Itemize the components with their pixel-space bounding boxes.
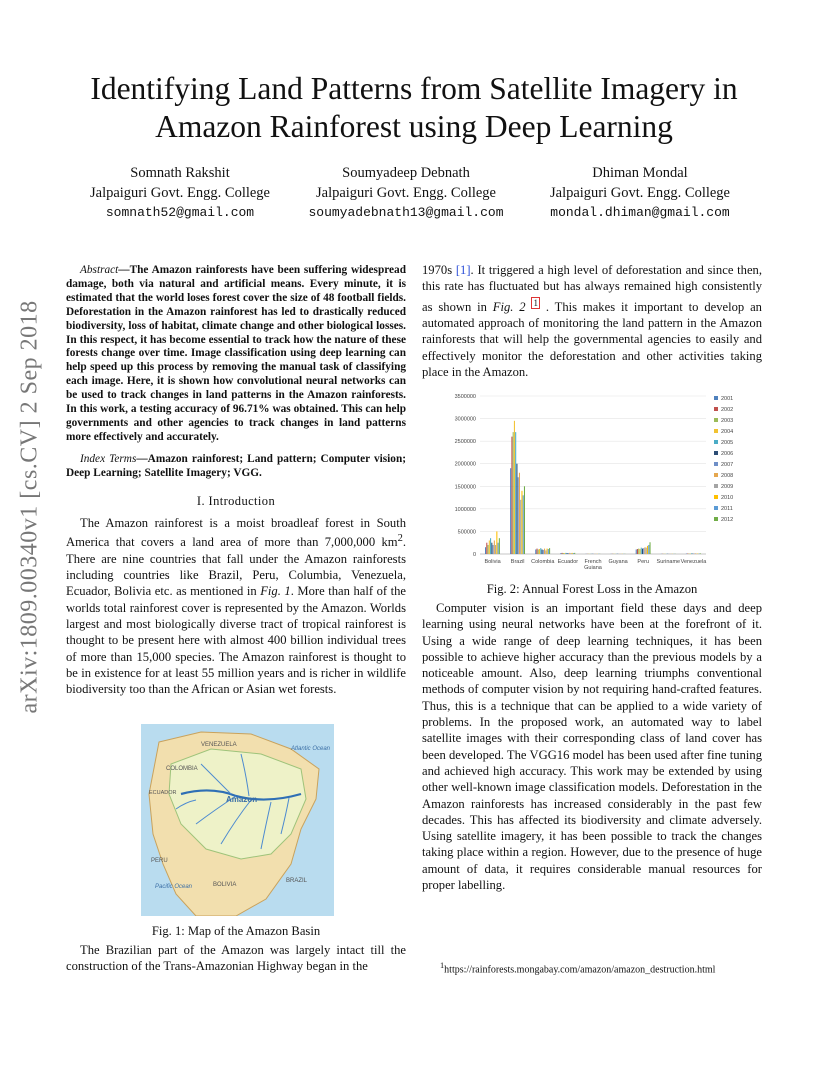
author-name: Somnath Rakshit [130, 165, 230, 181]
y-tick-label: 3500000 [454, 394, 476, 400]
x-tick-label: Suriname [656, 559, 681, 565]
bar [535, 549, 536, 554]
author-affiliation: Jalpaiguri Govt. Engg. College [89, 185, 270, 201]
label-pacific-ocean: Pacific Ocean [155, 884, 193, 890]
citation-link[interactable]: [1] [455, 263, 471, 277]
bar [542, 549, 543, 554]
bar [650, 542, 651, 554]
bar [498, 543, 499, 554]
legend-swatch [714, 495, 718, 499]
paper-title [40, 70, 788, 146]
legend-swatch [714, 484, 718, 488]
body-text: 1970s [422, 263, 456, 277]
bar [544, 549, 545, 554]
bar [691, 553, 692, 554]
bar [642, 549, 643, 554]
label-amazon: Amazon [226, 795, 258, 804]
author-email[interactable]: soumyadebnath13@gmail.com [308, 205, 504, 220]
legend-swatch [714, 396, 718, 400]
body-text: . It triggered a high level of deforestation and since then, this rate has fluctuated but has always remained high consistently as shown in [422, 263, 762, 314]
x-tick-label: Guyana [608, 559, 628, 565]
x-tick-label: Peru [637, 559, 650, 565]
legend-label: 2005 [721, 440, 734, 446]
footnote [440, 961, 800, 975]
legend-label: 2004 [721, 429, 734, 435]
intro-text: . There are nine countries that fall under the Amazon rainforests including countries like Brazil, Peru, Columbia, Venezuela, Ecuador, Bolivia etc. as mentioned in [66, 535, 406, 599]
author-name: Soumyadeep Debnath [342, 165, 470, 181]
bar [490, 538, 491, 554]
x-tick-label: Ecuador [557, 559, 579, 565]
bar [539, 549, 540, 554]
body-text: Computer vision is an important field these days and deep learning using neural networks have been at the forefront of it. Using a wide range of deep learning techniques, it has been possible to achieve higher accuracy than the previous models by a noticeable amount. Also, deep learning triumphs conventional methods of computer vision by not requiring hand-crafted features. Thus, this is a technique that can be applied to a wide variety of problems. In the proposed work, an automated way to label satellite images with their corresponding class of land cover has been developed. The VGG16 model has been used after fine tuning and achieved high accuracy. This work may be extended by using other well-known image classification models. Deforestation in the Amazon rainforests has increased considerably in the past few decades. This has affected its biodiversity and climate adversely. Using satellite imagery, it has been possible to track the changes taking place within a region. However, due to the presence of huge amount of data, it requires considerable manual resources for proper labelling. [422, 601, 762, 893]
x-tick-label: Venezuela [680, 559, 707, 565]
bar [520, 500, 521, 554]
bar [648, 545, 649, 554]
bar [687, 553, 688, 554]
bar [568, 553, 569, 554]
legend-swatch [714, 440, 718, 444]
body-text: . This makes it important to develop an automated approach of monitoring the land pattern in the Amazon rainforests that will help the governmental agencies to easily and effectively monitor the deforestation and other activities taking place in the Amazon. [422, 299, 762, 379]
bar [511, 437, 512, 554]
author-3 [520, 163, 760, 223]
bar [641, 548, 642, 554]
abstract-text: —The Amazon rainforests have been suffering widespread damage, both via natural and artificial means. Every minute, it is estimated that the world loses forest cover the size of 48 football fields. Deforestation in the Amazon rainforest has led to drastically reduced biodiversity, loss of habitat, climate change and other biological losses. In this respect, it has become essential to track how the nature of these forests change over time. Image classification using deep learning can help speed up this process by removing the manual task of classifying each image. Here, it is shown how convolutional neural networks can be used to track changes in land patterns in the Amazon rainforests. In this work, a testing accuracy of 96.71% was obtained. This can help governments and other agencies to track changes in land patterns more effectively and accurately. [66, 264, 406, 443]
legend-label: 2011 [721, 506, 733, 512]
bar [543, 550, 544, 554]
legend-swatch [714, 517, 718, 521]
index-terms-label: Index Terms [80, 453, 137, 465]
bar [537, 549, 538, 554]
bar [518, 477, 519, 554]
legend-swatch [714, 418, 718, 422]
bar [567, 553, 568, 554]
legend-label: 2001 [721, 396, 734, 402]
x-tick-label: Guiana [584, 565, 602, 570]
y-tick-label: 500000 [457, 529, 476, 536]
intro-text: . More than half of the worlds total rainforest cover is represented by the Amazon. Worlds largest and most biologically diverse tract of tropical rainforest is thought to be present here with almost 400 billion individual trees of more than 15,000 species. The Amazon rainforest is thought to be in existence for at least 55 million years and is richer in wildlife biodiversity too than the African or Asian wet forests. [66, 584, 406, 697]
arxiv-identifier: arXiv:1809.00340v1 [cs.CV] 2 Sep 2018 [16, 300, 43, 714]
chart-legend [714, 396, 733, 523]
bar [514, 421, 515, 554]
bar [549, 548, 550, 554]
section-heading-introduction: I. Introduction [196, 494, 276, 508]
title-line-1: Identifying Land Patterns from Satellite Imagery in [90, 71, 738, 106]
author-email[interactable]: mondal.dhiman@gmail.com [550, 205, 730, 220]
label-peru: PERU [151, 858, 168, 864]
superscript: 2 [397, 533, 403, 545]
x-tick-label: Bolivia [484, 559, 501, 565]
figure-1-caption: Fig. 1: Map of the Amazon Basin [151, 924, 321, 938]
bar [545, 550, 546, 554]
x-tick-label: Brazil [510, 559, 525, 565]
bar [637, 549, 638, 554]
bar [515, 432, 516, 554]
bar [485, 547, 486, 554]
abstract [66, 264, 406, 445]
bar [563, 553, 564, 554]
bar [513, 432, 514, 554]
legend-swatch [714, 451, 718, 455]
y-tick-label: 0 [472, 552, 476, 558]
bar [548, 549, 549, 554]
bar [700, 553, 701, 554]
bar [491, 543, 492, 554]
label-brazil: BRAZIL [286, 878, 308, 884]
bar [639, 549, 640, 554]
legend-label: 2012 [721, 517, 734, 523]
bar [574, 553, 575, 554]
bar [697, 553, 698, 554]
legend-label: 2007 [721, 462, 734, 468]
label-ecuador: ECUADOR [149, 790, 177, 796]
intro-text: The Brazilian part of the Amazon was largely intact till the construction of the Trans-Amazonian Highway began in the [66, 943, 406, 974]
y-tick-label: 1000000 [454, 506, 476, 513]
legend-label: 2002 [721, 407, 734, 413]
legend-label: 2003 [721, 418, 734, 424]
legend-swatch [714, 429, 718, 433]
legend-label: 2010 [721, 495, 734, 501]
bar [496, 531, 497, 554]
author-2 [286, 163, 526, 223]
label-bolivia: BOLIVIA [213, 882, 237, 888]
bar [644, 547, 645, 554]
label-colombia: COLOMBIA [166, 766, 198, 772]
bar [488, 545, 489, 554]
bar [486, 543, 487, 554]
column-2-paragraph-2 [422, 600, 762, 893]
bar [540, 548, 541, 554]
bar [516, 464, 517, 554]
intro-paragraph-1 [66, 515, 406, 697]
legend-label: 2008 [721, 473, 734, 479]
amazon-basin-map [141, 724, 334, 916]
legend-swatch [714, 473, 718, 477]
author-affiliation: Jalpaiguri Govt. Engg. College [315, 185, 496, 201]
y-tick-label: 2000000 [454, 461, 476, 468]
bar [572, 553, 573, 554]
footnote-mark: 1 [440, 961, 445, 970]
bars [485, 421, 701, 554]
label-venezuela: VENEZUELA [201, 742, 237, 748]
x-tick-label: French [584, 559, 602, 565]
y-tick-label: 2500000 [454, 439, 476, 446]
bar [560, 553, 561, 554]
bar [524, 486, 525, 554]
bar [538, 549, 539, 554]
intro-text: The Amazon rainforest is a moist broadleaf forest in South America that covers a land area of more than 7,000,000 km [66, 516, 406, 550]
bar [521, 491, 522, 554]
figure-reference-link[interactable]: Fig. 1 [260, 584, 291, 599]
bar [564, 553, 565, 554]
y-tick-label: 1500000 [454, 484, 476, 491]
footnote-url[interactable]: https://rainforests.mongabay.com/amazon/amazon_destruction.html [444, 964, 716, 976]
y-axis [455, 394, 706, 558]
column-2-paragraph-1 [422, 262, 762, 380]
bar [570, 553, 571, 554]
bar [562, 553, 563, 554]
title-line-2: Amazon Rainforest using Deep Learning [155, 109, 673, 144]
author-affiliation: Jalpaiguri Govt. Engg. College [549, 185, 730, 201]
legend-swatch [714, 462, 718, 466]
y-tick-label: 3000000 [454, 416, 476, 423]
bar [493, 545, 494, 554]
bar [636, 549, 637, 554]
footnote-link[interactable]: 1 [533, 297, 538, 308]
legend-label: 2009 [721, 484, 734, 490]
bar [569, 553, 570, 554]
figure-reference-link[interactable]: Fig. 2 [492, 299, 526, 314]
bar [523, 495, 524, 554]
bar [647, 546, 648, 554]
bar [510, 468, 511, 554]
bar [489, 540, 490, 554]
bar [519, 473, 520, 554]
bar [643, 548, 644, 554]
legend-swatch [714, 506, 718, 510]
bar [499, 538, 500, 554]
bar [494, 540, 495, 554]
x-axis [484, 559, 707, 570]
label-atlantic-ocean: Atlantic Ocean [291, 746, 331, 752]
abstract-label: Abstract [80, 264, 119, 276]
bar [495, 545, 496, 554]
bar [638, 549, 639, 554]
intro-paragraph-2 [66, 942, 406, 975]
annual-forest-loss-chart [438, 388, 748, 570]
bar [646, 548, 647, 554]
bar [690, 553, 691, 554]
author-email[interactable]: somnath52@gmail.com [105, 205, 255, 220]
legend-swatch [714, 407, 718, 411]
legend-label: 2006 [721, 451, 734, 457]
bar [695, 553, 696, 554]
author-name: Dhiman Mondal [592, 165, 688, 181]
bar [573, 553, 574, 554]
figure-2-caption: Fig. 2: Annual Forest Loss in the Amazon [486, 582, 698, 596]
bar [565, 553, 566, 554]
author-1 [60, 163, 300, 223]
index-terms-text: —Amazon rainforest; Land pattern; Computer vision; Deep Learning; Satellite Imagery; VGG. [66, 453, 406, 479]
bar [547, 549, 548, 554]
x-tick-label: Colombia [531, 559, 555, 565]
index-terms [66, 453, 406, 481]
